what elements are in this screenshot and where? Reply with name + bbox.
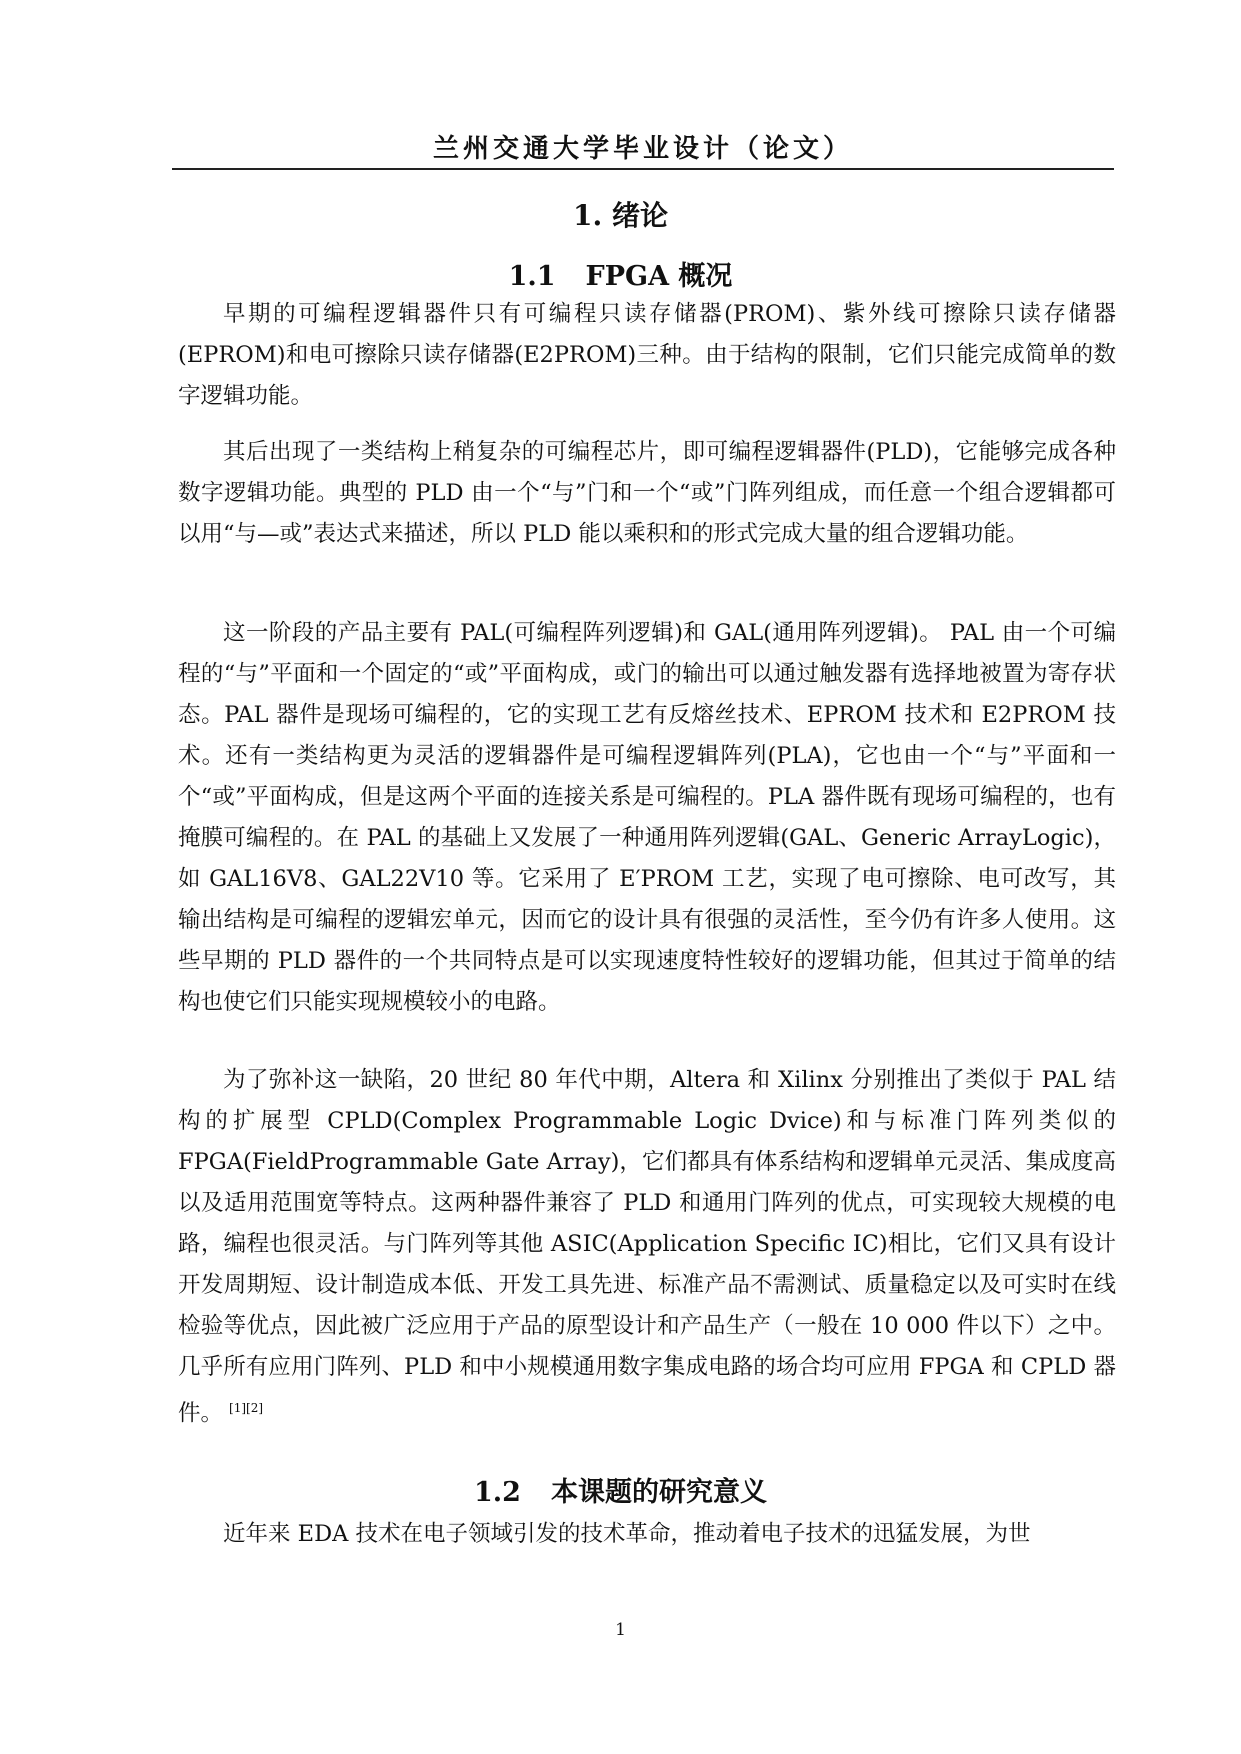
section-heading-1-2 [0,1470,1241,1509]
paragraph: 近年来 EDA 技术在电子领域引发的技术革命，推动着电子技术的迅猛发展，为世 [223,1521,1031,1547]
paragraph-with-citation [178,1060,1116,1435]
citation-reference: [1][2] [229,1401,264,1415]
section-title: 本课题的研究意义 [550,1477,767,1508]
header-title: 兰州交通大学毕业设计（论文） [432,134,853,164]
section-title: FPGA 概况 [585,261,733,292]
section-number: 1.2 [474,1477,521,1508]
paragraph: 早期的可编程逻辑器件只有可编程只读存储器(PROM)、紫外线可擦除只读存储器(EPROM)和电可擦除只读存储器(E2PROM)三种。由于结构的限制，它们只能完成简单的数字逻辑功能。 [178,301,1116,409]
paragraph: 其后出现了一类结构上稍复杂的可编程芯片，即可编程逻辑器件(PLD)，它能够完成各种数字逻辑功能。典型的 PLD 由一个“与”门和一个“或”门阵列组成，而任意一个组合逻辑都可以用“与—或”表达式来描述，所以 PLD 能以乘积和的形式完成大量的组合逻辑功能。 [178,439,1116,547]
paragraph-text: 为了弥补这一缺陷，20 世纪 80 年代中期，Altera 和 Xilinx 分别推出了类似于 PAL 结构的扩展型 CPLD(Complex Programmable Logic Dvice)和与标准门阵列类似的 FPGA(FieldProgrammable Gate Array)，它们都具有体系结构和逻辑单元灵活、集成度高以及适用范围宽等特点。这两种器件兼容了 PLD 和通用门阵列的优点，可实现较大规模的电路，编程也很灵活。与门阵列等其他 ASIC(Application Specific IC)相比，它们又具有设计开发周期短、设计制造成本低、开发工具先进、标准产品不需测试、质量稳定以及可实时在线检验等优点，因此被广泛应用于产品的原型设计和产品生产（一般在 10 000 件以下）之中。几乎所有应用门阵列、PLD 和中小规模通用数字集成电路的场合均可应用 FPGA 和 CPLD 器件。 [178,1067,1116,1427]
section-number: 1.1 [508,261,556,292]
chapter-title: 1. 绪论 [573,199,668,232]
paragraph: 这一阶段的产品主要有 PAL(可编程阵列逻辑)和 GAL(通用阵列逻辑)。 PAL 由一个可编程的“与”平面和一个固定的“或”平面构成，或门的输出可以通过触发器有选择地被置为寄存状态。PAL 器件是现场可编程的，它的实现工艺有反熔丝技术、EPROM 技术和 E2PROM 技术。还有一类结构更为灵活的逻辑器件是可编程逻辑阵列(PLA)，它也由一个“与”平面和一个“或”平面构成，但是这两个平面的连接关系是可编程的。PLA 器件既有现场可编程的，也有掩膜可编程的。在 PAL 的基础上又发展了一种通用阵列逻辑(GAL、Generic ArrayLogic)，如 GAL16V8、GAL22V10 等。它采用了 E′PROM 工艺，实现了电可擦除、电可改写，其输出结构是可编程的逻辑宏单元，因而它的设计具有很强的灵活性，至今仍有许多人使用。这些早期的 PLD 器件的一个共同特点是可以实现速度特性较好的逻辑功能，但其过于简单的结构也使它们只能实现规模较小的电路。 [178,620,1116,1015]
section-heading-1-1 [0,254,1241,293]
page-number: 1 [615,1620,626,1640]
page-header [172,128,1114,170]
